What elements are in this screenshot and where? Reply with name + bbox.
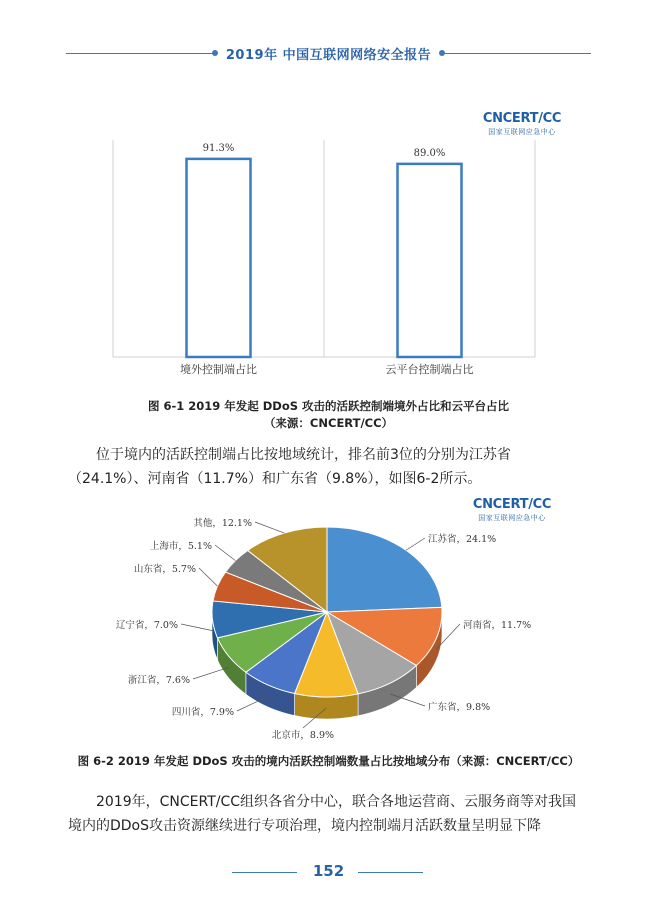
paragraph-2: 2019年，CNCERT/CC组织各省分中心，联合各地运营商、云服务商等对我国境内的DDoS攻击资源继续进行专项治理，境内控制端月活跃数量呈明显下降 [68, 794, 577, 834]
bar-data-label: 89.0% [413, 147, 446, 159]
logo-name-2: CNCERT/CC [472, 497, 552, 512]
slice-label: 河南省，11.7% [463, 620, 532, 631]
bar-chart [0, 0, 657, 390]
footer-rule-right [358, 872, 423, 873]
header-title: 2019年 中国互联网网络安全报告 [225, 48, 432, 63]
slice-label: 浙江省，7.6% [127, 675, 190, 686]
leader-line [193, 667, 229, 679]
figure1-caption-line1: 图 6-1 2019 年发起 DDoS 攻击的活跃控制端境外占比和云平台占比 [147, 399, 510, 413]
slice-label: 四川省，7.9% [171, 707, 234, 718]
category-label: 云平台控制端占比 [385, 363, 474, 376]
logo-name: CNCERT/CC [482, 111, 562, 126]
figure2-caption: 图 6-2 2019 年发起 DDoS 攻击的境内活跃控制端数量占比按地域分布（来源：CNCERT/CC） [77, 754, 580, 768]
figure1-caption-line2: （来源：CNCERT/CC） [263, 416, 394, 430]
leader-line [181, 624, 212, 631]
pie-chart [0, 500, 657, 760]
leader-line [215, 545, 235, 561]
bar-data-label: 91.3% [202, 142, 235, 154]
slice-label: 辽宁省，7.0% [115, 620, 178, 631]
page-number: 152 [312, 862, 345, 880]
paragraph-1: 位于境内的活跃控制端占比按地域统计，排名前3位的分别为江苏省（24.1%）、河南省（11.7%）和广东省（9.8%），如图6-2所示。 [68, 447, 511, 487]
leader-line [406, 538, 425, 550]
bar [187, 159, 251, 357]
slice-label: 江苏省，24.1% [428, 534, 497, 545]
slice-label: 上海市，5.1% [149, 541, 212, 552]
leader-line [255, 522, 284, 533]
logo-subtitle: 国家互联网应急中心 [488, 128, 556, 136]
slice-label: 其他，12.1% [193, 518, 252, 529]
leader-line [199, 568, 217, 586]
category-label: 境外控制端占比 [180, 363, 257, 376]
logo-subtitle-2: 国家互联网应急中心 [478, 514, 546, 522]
slice-label: 山东省，5.7% [133, 564, 196, 575]
bar [398, 164, 462, 357]
figure1-caption [0, 398, 657, 432]
slice-label: 广东省，9.8% [428, 702, 491, 713]
pie-slice [327, 527, 442, 612]
slice-label: 北京市，8.9% [271, 730, 335, 741]
